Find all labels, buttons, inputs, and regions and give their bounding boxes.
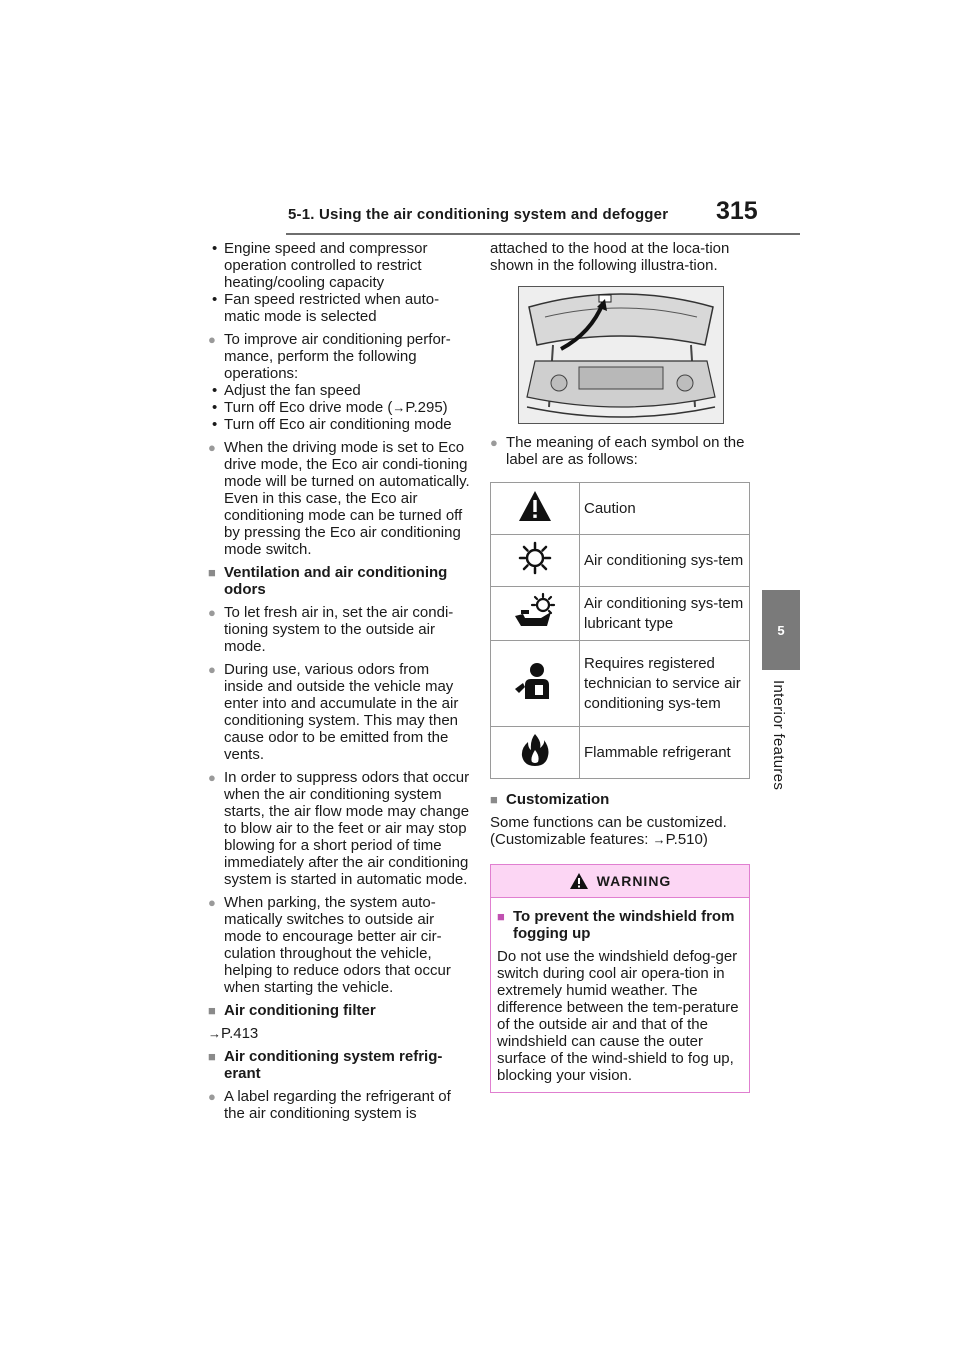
oil-can-icon xyxy=(511,592,559,630)
subheading: ■ Air conditioning filter xyxy=(208,1002,470,1019)
list-item: • Turn off Eco air conditioning mode xyxy=(208,416,470,433)
table-cell: Air conditioning sys-tem lubricant type xyxy=(580,587,750,641)
text: (Customizable features: xyxy=(490,831,653,848)
left-column xyxy=(208,240,470,1122)
page-reference-link[interactable] xyxy=(653,831,703,848)
reference-text: P.510 xyxy=(665,831,703,848)
list-item: ● When parking, the system auto-matically switches to outside air mode to encourage better air cir-culation throughout the vehicle, helping to reduce odors that occur when starting the vehicle. xyxy=(208,894,470,996)
list-item: ● When the driving mode is set to Eco drive mode, the Eco air condi-tioning mode will be turned on automatically. Even in this case, the Eco air conditioning mode can be turned off by pressing the Eco air conditioning mode switch. xyxy=(208,439,470,558)
warning-title: WARNING xyxy=(596,872,672,889)
chapter-tab-number: 5 xyxy=(762,590,800,670)
list-item: • Adjust the fan speed xyxy=(208,382,470,399)
table-row xyxy=(491,587,750,641)
hood-label-illustration xyxy=(518,286,724,424)
table-cell xyxy=(491,483,580,535)
table-cell xyxy=(491,727,580,779)
warning-box xyxy=(490,864,750,1093)
text: Turn off Eco drive mode ( xyxy=(224,399,393,416)
right-column xyxy=(490,240,752,1093)
list-item: ● A label regarding the refrigerant of the air conditioning system is xyxy=(208,1088,470,1122)
list-item: ● In order to suppress odors that occur when the air conditioning system starts, the air flow mode may change to blow air to the feet or air may stop blowing for a short period of time immediately after the air conditioning system is started in automatic mode. xyxy=(208,769,470,888)
caution-triangle-icon xyxy=(517,489,553,523)
list-item: • Fan speed restricted when auto-matic mode is selected xyxy=(208,291,470,325)
table-row xyxy=(491,535,750,587)
subheading: ■ Air conditioning system refrig-erant xyxy=(208,1048,470,1082)
table-cell: Air conditioning sys-tem xyxy=(580,535,750,587)
list-item: ● To let fresh air in, set the air condi-tioning system to the outside air mode. xyxy=(208,604,470,655)
flame-icon xyxy=(520,732,550,768)
header-rule xyxy=(286,233,800,235)
arrow-right-icon: → xyxy=(392,400,406,415)
table-cell: Requires registered technician to service air conditioning sys-tem xyxy=(580,641,750,727)
section-title: 5-1. Using the air conditioning system and defogger xyxy=(288,206,669,223)
list-item: • Engine speed and compressor operation controlled to restrict heating/cooling capacity xyxy=(208,240,470,291)
arrow-right-icon: → xyxy=(208,1026,221,1041)
reference-text: P.413 xyxy=(221,1025,259,1042)
table-cell: Flammable refrigerant xyxy=(580,727,750,779)
page-reference-link[interactable] xyxy=(208,1025,470,1042)
symbol-table xyxy=(490,482,750,779)
table-cell xyxy=(491,535,580,587)
table-cell xyxy=(491,587,580,641)
subheading: ■ Ventilation and air conditioning odors xyxy=(208,564,470,598)
text: ) xyxy=(442,399,448,416)
page-number: 315 xyxy=(716,197,758,225)
table-row xyxy=(491,483,750,535)
subheading: ■ Customization xyxy=(490,791,752,808)
list-item: ● During use, various odors from inside and outside the vehicle may enter into and accumulate in the air conditioning system. This may then cause odor to be emitted from the vents. xyxy=(208,661,470,763)
table-row xyxy=(491,727,750,779)
text-line xyxy=(490,831,752,848)
text: Some functions can be customized. xyxy=(490,814,727,831)
arrow-right-icon: → xyxy=(652,832,666,847)
table-cell: Caution xyxy=(580,483,750,535)
technician-icon xyxy=(513,661,557,701)
paragraph: attached to the hood at the loca-tion shown in the following illustra-tion. xyxy=(490,240,730,274)
snowflake-icon xyxy=(518,541,552,575)
page-reference-link[interactable] xyxy=(392,399,442,416)
warning-header xyxy=(491,865,749,898)
warning-text: Do not use the windshield defog-ger switch during cool air opera-tion in extremely humid weather. The difference between the tem-perature of the outside air and that of the windshield can cause the outer surface of the wind-shield to fog up, blocking your vision. xyxy=(497,948,739,1084)
list-item: ● To improve air conditioning perfor-mance, perform the following operations: xyxy=(208,331,470,382)
chapter-tab-label: Interior features xyxy=(770,680,787,791)
warning-body xyxy=(491,898,749,1092)
reference-text: P.295 xyxy=(405,399,443,416)
table-cell xyxy=(491,641,580,727)
car-hood-icon xyxy=(519,287,723,423)
warning-subheading: ■ To prevent the windshield from fogging up xyxy=(497,908,743,942)
paragraph xyxy=(490,814,752,848)
text: ) xyxy=(702,831,708,848)
table-row xyxy=(491,641,750,727)
list-item xyxy=(208,399,470,416)
list-item: ● The meaning of each symbol on the label are as follows: xyxy=(490,434,752,468)
warning-triangle-icon xyxy=(569,872,589,890)
